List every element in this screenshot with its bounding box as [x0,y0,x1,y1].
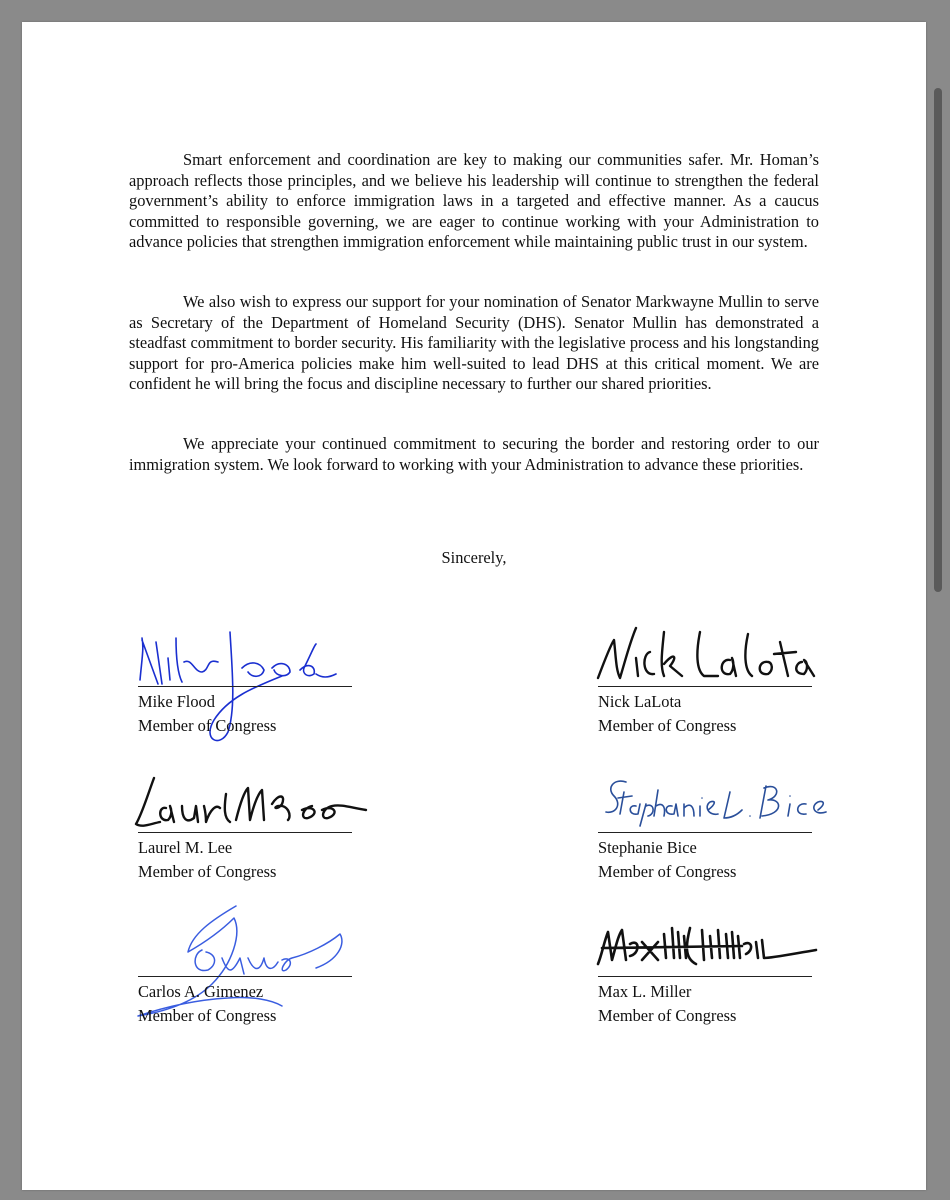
signature-line [598,832,812,833]
signatory-name: Nick LaLota [598,692,682,711]
signatory-name: Mike Flood [138,692,215,711]
signatory-title: Member of Congress [598,862,737,881]
signatory-title: Member of Congress [598,1006,737,1025]
signatory-name: Stephanie Bice [598,838,697,857]
signature-line [598,976,812,977]
signature-block-max-miller [598,976,838,1096]
signature-laurel-lee [132,774,372,834]
signature-nick-lalota [592,622,832,692]
paragraph-2 [129,292,819,395]
paragraph-3-text: We appreciate your continued commitment to securing the border and restoring order to our immigration system. We look forward to working with your Administration to advance these priorities. [129,434,819,474]
signature-line [138,832,352,833]
paragraph-1 [129,150,819,253]
signature-nick-lalota-stroke [598,628,814,678]
signatory-title: Member of Congress [598,716,737,735]
signature-line [598,686,812,687]
signature-line [138,686,352,687]
paragraph-2-text: We also wish to express our support for your nomination of Senator Markwayne Mullin to serve as Secretary of the Department of Homeland Security (DHS). Senator Mullin has demonstrated a steadfast commitment to border security. His familiarity with the legislative process and his longstanding support for pro-America policies make him well-suited to lead DHS at this critical moment. We are confident he will bring the focus and discipline necessary to further our shared priorities. [129,292,819,394]
signatory-title: Member of Congress [138,862,277,881]
closing-salutation: Sincerely, [441,548,507,567]
signatory-name: Carlos A. Gimenez [138,982,264,1001]
vertical-scrollbar[interactable] [934,88,942,592]
signatory-name: Laurel M. Lee [138,838,233,857]
signature-stephanie-bice [592,774,832,830]
signature-stephanie-bice-stroke [606,781,826,826]
signature-line [138,976,352,977]
signature-max-miller-stroke [598,928,816,964]
signature-laurel-lee-stroke [136,778,366,826]
signatory-name: Max L. Miller [598,982,692,1001]
signature-block-carlos-gimenez [138,976,378,1096]
signature-max-miller [592,914,832,976]
signatory-title: Member of Congress [138,1006,277,1025]
document-page [22,22,926,1190]
signatory-title: Member of Congress [138,716,277,735]
paragraph-3 [129,434,819,475]
paragraph-1-text: Smart enforcement and coordination are key to making our communities safer. Mr. Homan’s approach reflects those principles, and we believe his leadership will continue to strengthen the federal government’s ability to enforce immigration laws in a targeted and effective manner. As a caucus committed to responsible governing, we are eager to continue working with your Administration to advance policies that strengthen immigration enforcement while maintaining public trust in our system. [129,150,819,252]
